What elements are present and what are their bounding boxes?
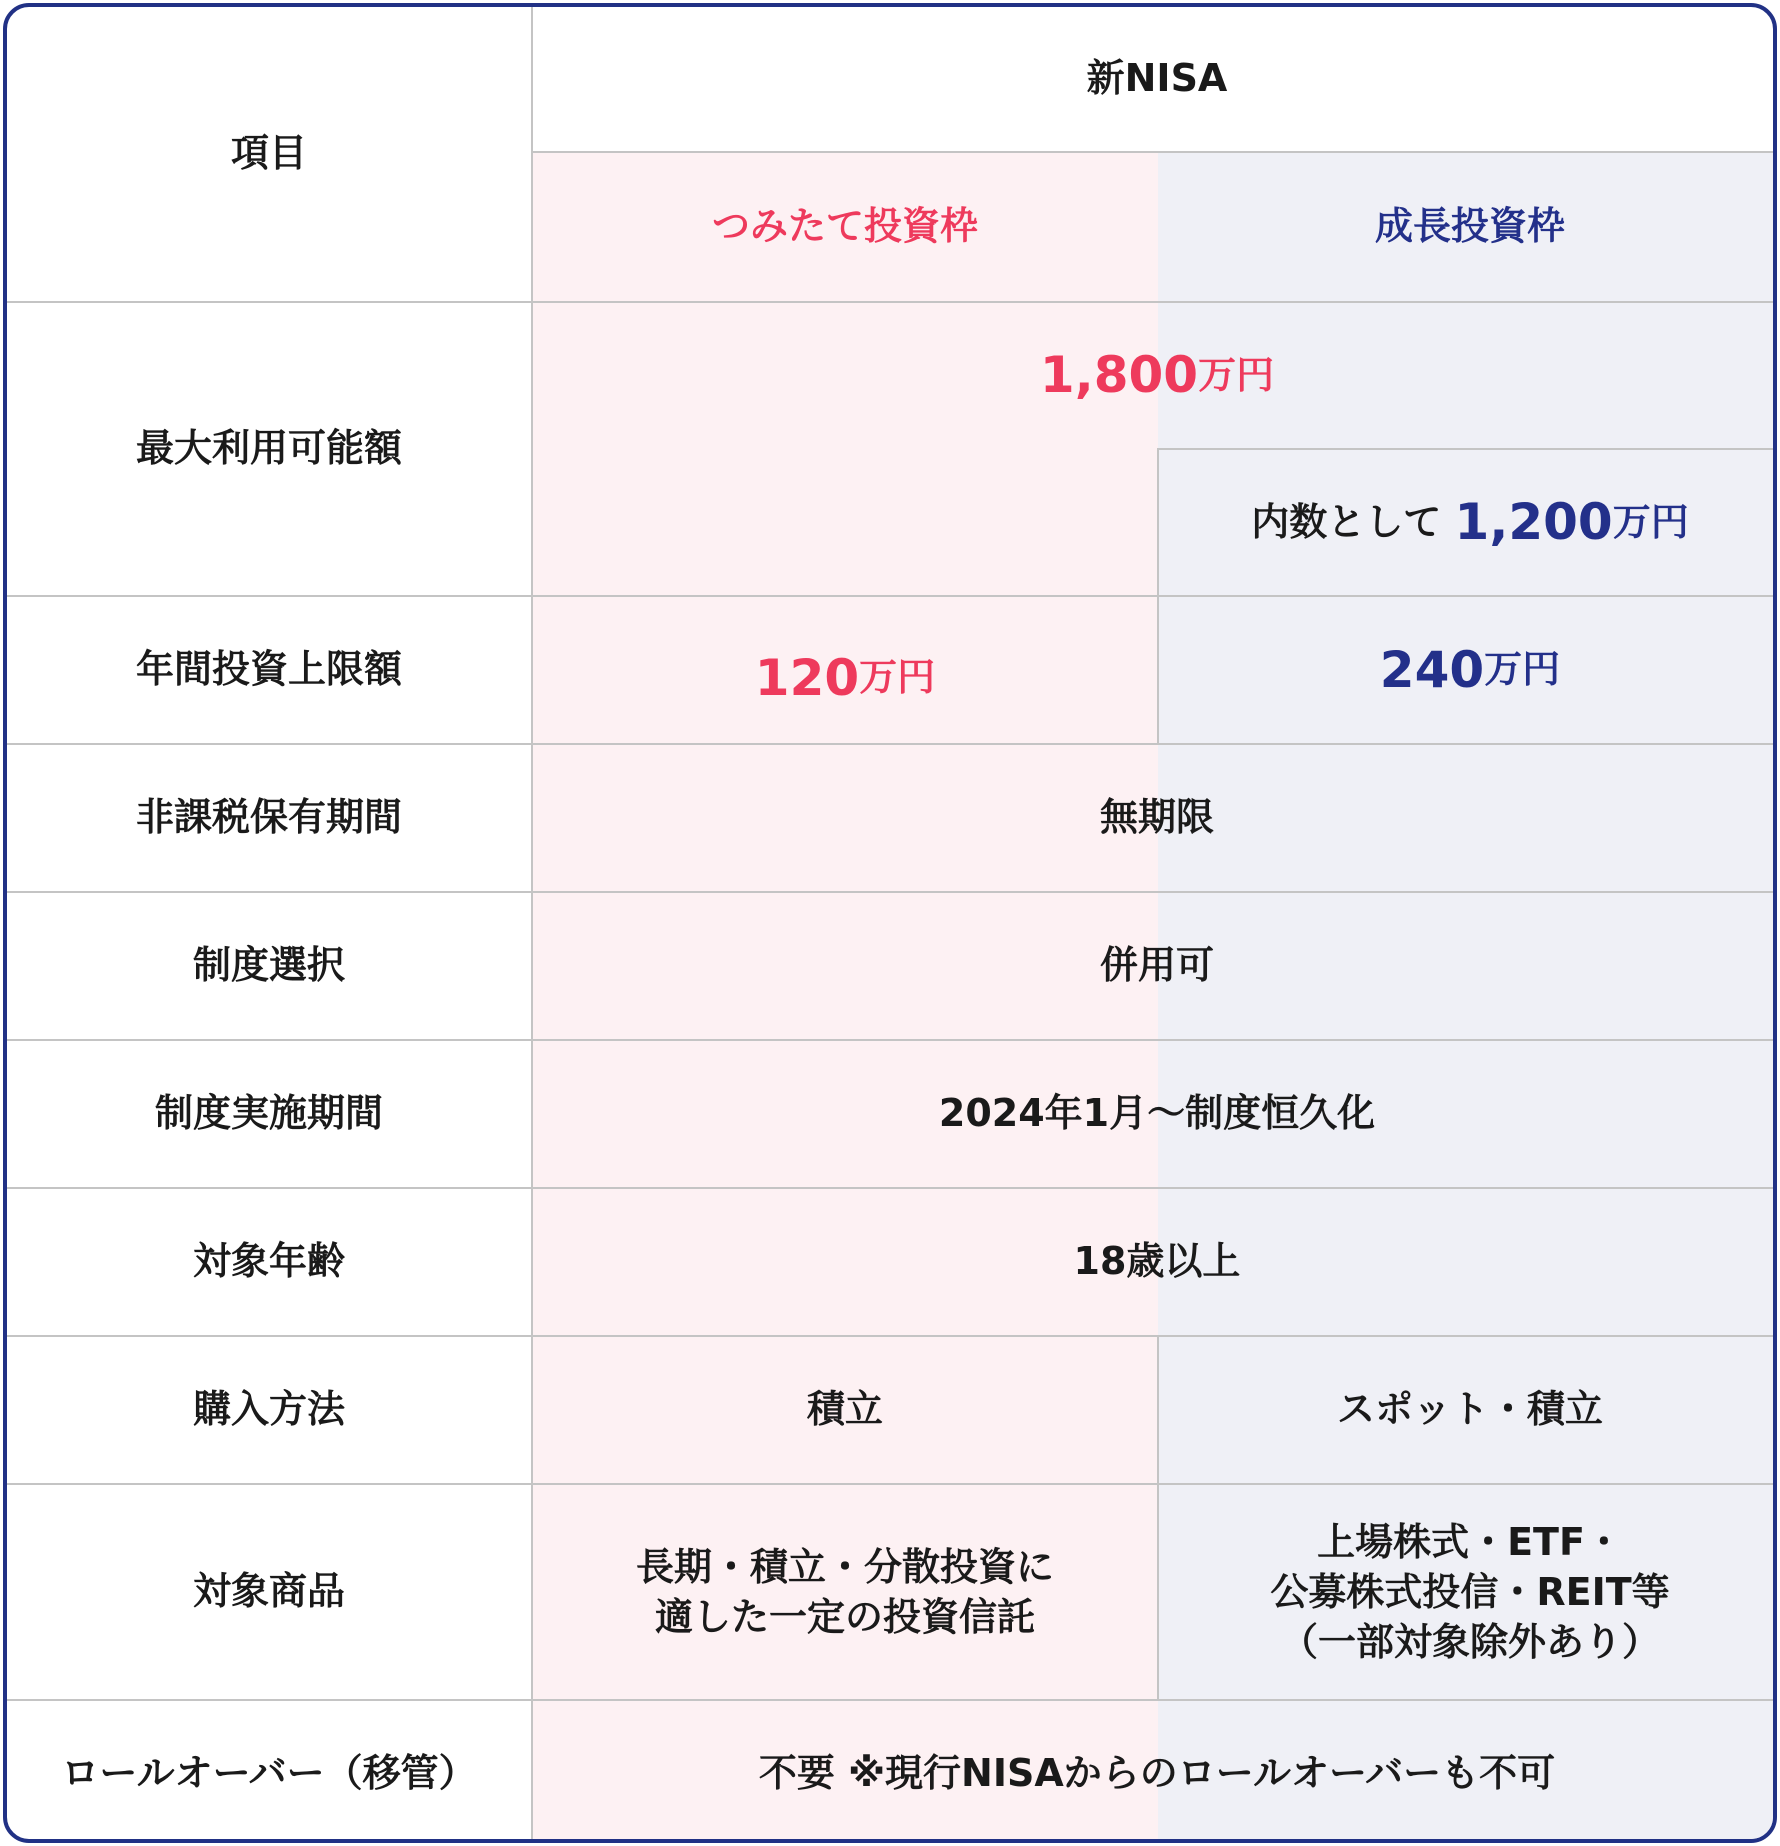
nisa-comparison-table <box>3 3 1777 1843</box>
rollover-value <box>533 1701 1777 1843</box>
row-label-selection <box>7 893 531 1039</box>
max-amount-inner-value: 1,200 <box>1454 493 1613 551</box>
max-amount-total <box>533 303 1777 448</box>
max-amount-inner-unit: 万円 <box>1612 499 1689 544</box>
tax-period-label: 非課税保有期間 <box>135 795 402 840</box>
products-tsumitate-text: 長期・積立・分散投資に 適した一定の投資信託 <box>635 1544 1054 1639</box>
purchase-tsumitate <box>533 1337 1157 1483</box>
age-label: 対象年齢 <box>192 1239 345 1284</box>
header-seicho-label: 成長投資枠 <box>1374 204 1565 249</box>
rollover-label: ロールオーバー（移管） <box>61 1751 477 1796</box>
purchase-tsumitate-text: 積立 <box>806 1387 883 1432</box>
selection-value <box>533 893 1777 1039</box>
tax-period-value <box>533 745 1777 891</box>
row-label-rollover <box>7 1701 531 1843</box>
header-seicho <box>1159 153 1777 301</box>
purchase-label: 購入方法 <box>192 1387 345 1432</box>
products-seicho <box>1159 1485 1777 1699</box>
header-item-label: 項目 <box>230 131 307 176</box>
max-amount-total-unit: 万円 <box>1198 352 1275 397</box>
max-amount-inner <box>1159 450 1777 595</box>
row-label-annual-limit <box>7 597 531 743</box>
header-tsumitate-label: つみたて投資枠 <box>711 204 978 249</box>
age-text: 18歳以上 <box>1073 1239 1241 1284</box>
header-item <box>7 7 531 301</box>
header-tsumitate <box>533 153 1157 301</box>
annual-limit-label: 年間投資上限額 <box>135 647 402 692</box>
annual-limit-tsumitate-unit: 万円 <box>859 655 936 700</box>
products-tsumitate <box>533 1485 1157 1699</box>
row-label-max-amount <box>7 303 531 595</box>
max-amount-label: 最大利用可能額 <box>135 426 402 471</box>
period-label: 制度実施期間 <box>154 1091 383 1136</box>
selection-text: 併用可 <box>1099 943 1214 988</box>
annual-limit-seicho <box>1159 597 1777 743</box>
annual-limit-tsumitate-value: 120 <box>754 648 860 707</box>
row-label-tax-period <box>7 745 531 891</box>
row-label-age <box>7 1189 531 1335</box>
age-value <box>533 1189 1777 1335</box>
period-value <box>533 1041 1777 1187</box>
row-label-period <box>7 1041 531 1187</box>
header-nisa <box>533 7 1777 151</box>
selection-label: 制度選択 <box>192 943 345 988</box>
tax-period-text: 無期限 <box>1099 795 1214 840</box>
annual-limit-seicho-value: 240 <box>1379 640 1485 699</box>
period-text: 2024年1月〜制度恒久化 <box>938 1091 1376 1136</box>
rollover-text: 不要 ※現行NISAからのロールオーバーも不可 <box>758 1751 1556 1796</box>
purchase-seicho <box>1159 1337 1777 1483</box>
products-label: 対象商品 <box>192 1569 345 1614</box>
row-label-purchase <box>7 1337 531 1483</box>
products-seicho-text: 上場株式・ETF・ 公募株式投信・REIT等 （一部対象除外あり） <box>1270 1519 1670 1665</box>
max-amount-total-value: 1,800 <box>1039 346 1199 404</box>
row-label-products <box>7 1485 531 1699</box>
max-amount-inner-prefix: 内数として <box>1251 499 1442 544</box>
annual-limit-tsumitate <box>533 605 1157 751</box>
header-nisa-label: 新NISA <box>1086 56 1228 101</box>
purchase-seicho-text: スポット・積立 <box>1336 1387 1603 1432</box>
annual-limit-seicho-unit: 万円 <box>1484 647 1561 692</box>
